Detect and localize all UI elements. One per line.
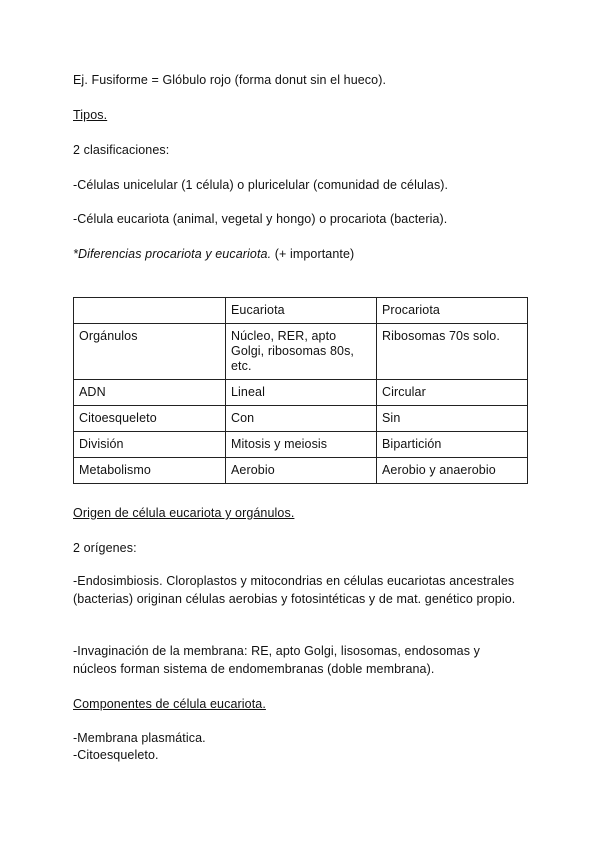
table-cell: Aerobio xyxy=(226,458,377,484)
table-cell: Lineal xyxy=(226,380,377,406)
table-cell: Con xyxy=(226,406,377,432)
classification-item-1: -Células unicelular (1 célula) o pluricelular (comunidad de células). xyxy=(73,178,449,192)
componentes-heading: Componentes de célula eucariota. xyxy=(73,697,266,711)
origen-heading: Origen de célula eucariota y orgánulos. xyxy=(73,506,295,520)
origin-item-1: -Endosimbiosis. Cloroplastos y mitocondrias en células eucariotas ancestrales (bacterias) originan células aerobias y fotosintéticas y de mat. genético propio. xyxy=(73,574,516,606)
component-item-2: -Citoesqueleto. xyxy=(73,748,159,762)
table-cell: Citoesqueleto xyxy=(74,406,226,432)
table-row xyxy=(74,458,528,484)
table-cell: Metabolismo xyxy=(74,458,226,484)
example-text: Ej. Fusiforme = Glóbulo rojo (forma donut sin el hueco). xyxy=(73,73,387,87)
table-cell: Ribosomas 70s solo. xyxy=(377,324,528,380)
table-cell: Orgánulos xyxy=(74,324,226,380)
table-cell: Mitosis y meiosis xyxy=(226,432,377,458)
table-header-cell xyxy=(74,298,226,324)
origins-count: 2 orígenes: xyxy=(73,541,137,555)
classifications-count: 2 clasificaciones: xyxy=(73,143,170,157)
table-cell: ADN xyxy=(74,380,226,406)
differences-note-italic: *Diferencias procariota y eucariota. xyxy=(73,247,272,261)
classification-item-2: -Célula eucariota (animal, vegetal y hongo) o procariota (bacteria). xyxy=(73,212,448,226)
table-cell: Núcleo, RER, apto Golgi, ribosomas 80s, etc. xyxy=(226,324,377,380)
component-item-1: -Membrana plasmática. xyxy=(73,731,206,745)
table-cell: Circular xyxy=(377,380,528,406)
table-header-cell: Eucariota xyxy=(226,298,377,324)
comparison-table xyxy=(73,297,528,484)
tipos-heading: Tipos. xyxy=(73,108,108,122)
table-row xyxy=(74,432,528,458)
table-row xyxy=(74,380,528,406)
table-cell: Sin xyxy=(377,406,528,432)
table-row xyxy=(74,406,528,432)
origin-item-2: -Invaginación de la membrana: RE, apto Golgi, lisosomas, endosomas y núcleos forman sistema de endomembranas (doble membrana). xyxy=(73,644,481,676)
table-cell: Aerobio y anaerobio xyxy=(377,458,528,484)
table-header-row xyxy=(74,298,528,324)
table-row xyxy=(74,324,528,380)
table-cell: División xyxy=(74,432,226,458)
table-header-cell: Procariota xyxy=(377,298,528,324)
differences-note-plain: (+ importante) xyxy=(271,247,355,261)
table-cell: Bipartición xyxy=(377,432,528,458)
differences-note xyxy=(73,246,354,263)
